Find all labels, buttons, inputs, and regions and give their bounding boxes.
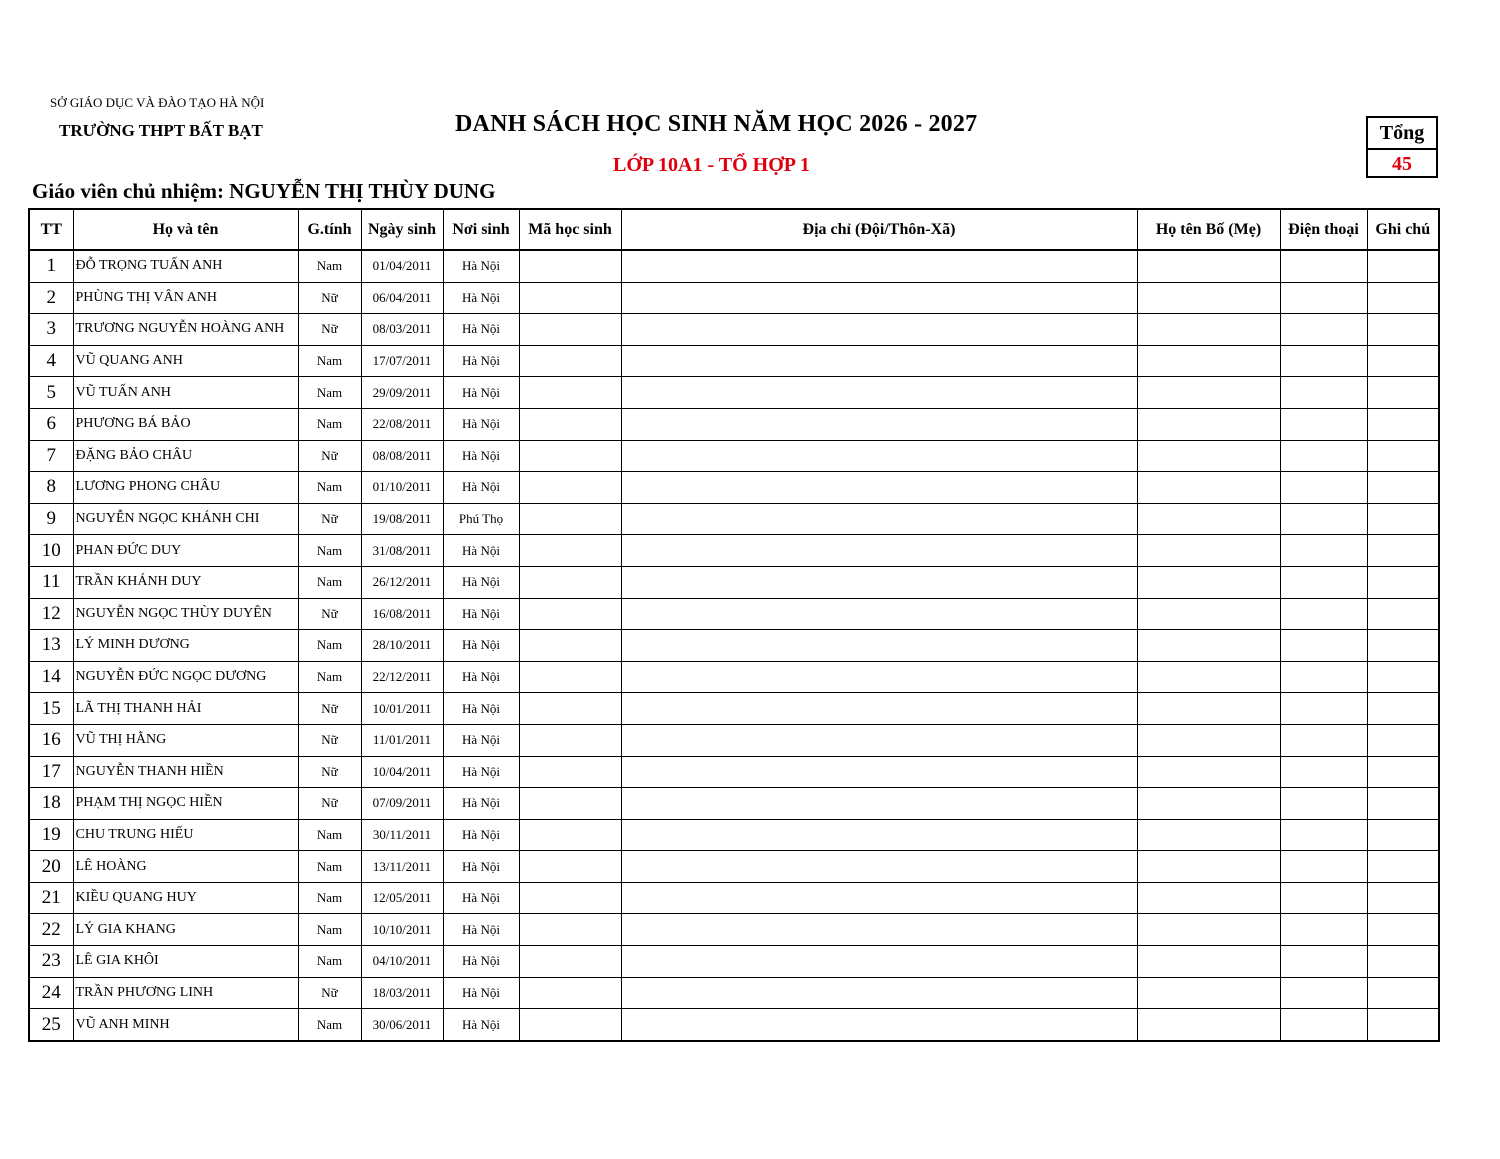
gender-cell: Nam: [298, 851, 361, 883]
parent-name-cell: [1137, 408, 1280, 440]
gender-cell: Nam: [298, 535, 361, 567]
table-row: [29, 503, 1439, 535]
student-name: PHÙNG THỊ VÂN ANH: [73, 282, 298, 314]
table-row: [29, 408, 1439, 440]
gender-cell: Nữ: [298, 756, 361, 788]
phone-cell: [1280, 377, 1367, 409]
table-row: [29, 914, 1439, 946]
table-row: [29, 819, 1439, 851]
birth-date-cell: 10/04/2011: [361, 756, 443, 788]
gender-cell: Nam: [298, 345, 361, 377]
gender-cell: Nam: [298, 914, 361, 946]
gender-cell: Nam: [298, 566, 361, 598]
row-number: 20: [29, 851, 73, 883]
phone-cell: [1280, 1009, 1367, 1041]
table-row: [29, 661, 1439, 693]
student-id-cell: [519, 946, 621, 978]
birth-date-cell: 18/03/2011: [361, 977, 443, 1009]
gender-cell: Nữ: [298, 503, 361, 535]
birth-date-cell: 28/10/2011: [361, 630, 443, 662]
total-label: Tổng: [1368, 118, 1436, 150]
note-cell: [1367, 977, 1439, 1009]
table-row: [29, 250, 1439, 282]
note-cell: [1367, 440, 1439, 472]
parent-name-cell: [1137, 946, 1280, 978]
table-row: [29, 345, 1439, 377]
birth-date-cell: 12/05/2011: [361, 882, 443, 914]
birth-date-cell: 16/08/2011: [361, 598, 443, 630]
row-number: 2: [29, 282, 73, 314]
gender-cell: Nữ: [298, 724, 361, 756]
table-row: [29, 977, 1439, 1009]
address-cell: [621, 1009, 1137, 1041]
note-cell: [1367, 661, 1439, 693]
table-row: [29, 598, 1439, 630]
note-cell: [1367, 819, 1439, 851]
birth-date-cell: 06/04/2011: [361, 282, 443, 314]
column-header: Điện thoại: [1280, 209, 1367, 250]
birth-date-cell: 01/10/2011: [361, 472, 443, 504]
gender-cell: Nữ: [298, 314, 361, 346]
student-table: [28, 208, 1440, 1042]
parent-name-cell: [1137, 851, 1280, 883]
note-cell: [1367, 630, 1439, 662]
phone-cell: [1280, 693, 1367, 725]
note-cell: [1367, 851, 1439, 883]
gender-cell: Nam: [298, 819, 361, 851]
student-id-cell: [519, 314, 621, 346]
table-row: [29, 788, 1439, 820]
row-number: 11: [29, 566, 73, 598]
student-name: PHAN ĐỨC DUY: [73, 535, 298, 567]
row-number: 18: [29, 788, 73, 820]
note-cell: [1367, 788, 1439, 820]
note-cell: [1367, 946, 1439, 978]
parent-name-cell: [1137, 566, 1280, 598]
birth-place-cell: Hà Nội: [443, 408, 519, 440]
parent-name-cell: [1137, 250, 1280, 282]
parent-name-cell: [1137, 756, 1280, 788]
birth-date-cell: 04/10/2011: [361, 946, 443, 978]
address-cell: [621, 724, 1137, 756]
address-cell: [621, 566, 1137, 598]
phone-cell: [1280, 503, 1367, 535]
parent-name-cell: [1137, 1009, 1280, 1041]
gender-cell: Nam: [298, 630, 361, 662]
row-number: 7: [29, 440, 73, 472]
birth-date-cell: 17/07/2011: [361, 345, 443, 377]
phone-cell: [1280, 472, 1367, 504]
table-row: [29, 630, 1439, 662]
row-number: 14: [29, 661, 73, 693]
column-header: G.tính: [298, 209, 361, 250]
row-number: 25: [29, 1009, 73, 1041]
birth-place-cell: Hà Nội: [443, 472, 519, 504]
student-id-cell: [519, 598, 621, 630]
note-cell: [1367, 472, 1439, 504]
parent-name-cell: [1137, 503, 1280, 535]
address-cell: [621, 693, 1137, 725]
student-name: TRƯƠNG NGUYỄN HOÀNG ANH: [73, 314, 298, 346]
column-header: TT: [29, 209, 73, 250]
student-name: TRẦN PHƯƠNG LINH: [73, 977, 298, 1009]
table-row: [29, 1009, 1439, 1041]
birth-place-cell: Hà Nội: [443, 819, 519, 851]
student-id-cell: [519, 1009, 621, 1041]
student-id-cell: [519, 345, 621, 377]
table-row: [29, 882, 1439, 914]
note-cell: [1367, 408, 1439, 440]
student-id-cell: [519, 503, 621, 535]
row-number: 19: [29, 819, 73, 851]
row-number: 5: [29, 377, 73, 409]
birth-place-cell: Hà Nội: [443, 661, 519, 693]
student-name: VŨ TUẤN ANH: [73, 377, 298, 409]
student-id-cell: [519, 882, 621, 914]
phone-cell: [1280, 408, 1367, 440]
birth-date-cell: 30/11/2011: [361, 819, 443, 851]
gender-cell: Nữ: [298, 693, 361, 725]
student-name: NGUYỄN NGỌC THÙY DUYÊN: [73, 598, 298, 630]
phone-cell: [1280, 819, 1367, 851]
student-id-cell: [519, 819, 621, 851]
school-name: TRƯỜNG THPT BẤT BẠT: [59, 121, 263, 140]
phone-cell: [1280, 756, 1367, 788]
column-header: Họ và tên: [73, 209, 298, 250]
row-number: 6: [29, 408, 73, 440]
student-name: LÊ GIA KHÔI: [73, 946, 298, 978]
birth-place-cell: Hà Nội: [443, 1009, 519, 1041]
note-cell: [1367, 693, 1439, 725]
birth-date-cell: 22/12/2011: [361, 661, 443, 693]
birth-place-cell: Hà Nội: [443, 440, 519, 472]
student-name: LÝ MINH DƯƠNG: [73, 630, 298, 662]
note-cell: [1367, 535, 1439, 567]
gender-cell: Nam: [298, 1009, 361, 1041]
address-cell: [621, 535, 1137, 567]
student-name: VŨ ANH MINH: [73, 1009, 298, 1041]
student-name: NGUYỄN ĐỨC NGỌC DƯƠNG: [73, 661, 298, 693]
gender-cell: Nữ: [298, 598, 361, 630]
student-id-cell: [519, 566, 621, 598]
column-header: Ghi chú: [1367, 209, 1439, 250]
student-id-cell: [519, 851, 621, 883]
gender-cell: Nam: [298, 377, 361, 409]
student-id-cell: [519, 630, 621, 662]
gender-cell: Nam: [298, 946, 361, 978]
birth-place-cell: Hà Nội: [443, 977, 519, 1009]
address-cell: [621, 788, 1137, 820]
column-header: Nơi sinh: [443, 209, 519, 250]
note-cell: [1367, 598, 1439, 630]
birth-date-cell: 29/09/2011: [361, 377, 443, 409]
address-cell: [621, 250, 1137, 282]
student-id-cell: [519, 250, 621, 282]
table-row: [29, 724, 1439, 756]
phone-cell: [1280, 566, 1367, 598]
birth-date-cell: 11/01/2011: [361, 724, 443, 756]
total-value: 45: [1392, 153, 1412, 175]
phone-cell: [1280, 345, 1367, 377]
gender-cell: Nam: [298, 661, 361, 693]
row-number: 21: [29, 882, 73, 914]
row-number: 4: [29, 345, 73, 377]
student-name: VŨ QUANG ANH: [73, 345, 298, 377]
birth-place-cell: Hà Nội: [443, 693, 519, 725]
phone-cell: [1280, 282, 1367, 314]
gender-cell: Nam: [298, 250, 361, 282]
note-cell: [1367, 882, 1439, 914]
birth-date-cell: 08/08/2011: [361, 440, 443, 472]
table-row: [29, 756, 1439, 788]
parent-name-cell: [1137, 282, 1280, 314]
table-row: [29, 314, 1439, 346]
phone-cell: [1280, 661, 1367, 693]
phone-cell: [1280, 977, 1367, 1009]
address-cell: [621, 630, 1137, 662]
student-id-cell: [519, 472, 621, 504]
phone-cell: [1280, 914, 1367, 946]
parent-name-cell: [1137, 914, 1280, 946]
birth-place-cell: Hà Nội: [443, 566, 519, 598]
row-number: 3: [29, 314, 73, 346]
parent-name-cell: [1137, 630, 1280, 662]
birth-date-cell: 26/12/2011: [361, 566, 443, 598]
student-name: LƯƠNG PHONG CHÂU: [73, 472, 298, 504]
student-id-cell: [519, 756, 621, 788]
student-id-cell: [519, 408, 621, 440]
student-name: CHU TRUNG HIẾU: [73, 819, 298, 851]
class-subtitle: LỚP 10A1 - TỔ HỢP 1: [613, 154, 810, 176]
note-cell: [1367, 724, 1439, 756]
parent-name-cell: [1137, 440, 1280, 472]
note-cell: [1367, 1009, 1439, 1041]
table-row: [29, 440, 1439, 472]
gender-cell: Nữ: [298, 440, 361, 472]
note-cell: [1367, 914, 1439, 946]
row-number: 17: [29, 756, 73, 788]
address-cell: [621, 977, 1137, 1009]
birth-place-cell: Hà Nội: [443, 630, 519, 662]
row-number: 8: [29, 472, 73, 504]
birth-date-cell: 10/01/2011: [361, 693, 443, 725]
student-id-cell: [519, 693, 621, 725]
parent-name-cell: [1137, 314, 1280, 346]
gender-cell: Nữ: [298, 977, 361, 1009]
parent-name-cell: [1137, 724, 1280, 756]
address-cell: [621, 946, 1137, 978]
birth-place-cell: Hà Nội: [443, 314, 519, 346]
student-id-cell: [519, 788, 621, 820]
parent-name-cell: [1137, 977, 1280, 1009]
gender-cell: Nam: [298, 882, 361, 914]
note-cell: [1367, 756, 1439, 788]
phone-cell: [1280, 882, 1367, 914]
address-cell: [621, 661, 1137, 693]
birth-date-cell: 31/08/2011: [361, 535, 443, 567]
row-number: 24: [29, 977, 73, 1009]
phone-cell: [1280, 598, 1367, 630]
phone-cell: [1280, 630, 1367, 662]
parent-name-cell: [1137, 472, 1280, 504]
birth-place-cell: Phú Thọ: [443, 503, 519, 535]
phone-cell: [1280, 724, 1367, 756]
table-row: [29, 282, 1439, 314]
gender-cell: Nữ: [298, 282, 361, 314]
note-cell: [1367, 503, 1439, 535]
birth-date-cell: 22/08/2011: [361, 408, 443, 440]
table-row: [29, 377, 1439, 409]
address-cell: [621, 503, 1137, 535]
address-cell: [621, 851, 1137, 883]
student-name: ĐỖ TRỌNG TUẤN ANH: [73, 250, 298, 282]
parent-name-cell: [1137, 377, 1280, 409]
parent-name-cell: [1137, 598, 1280, 630]
row-number: 15: [29, 693, 73, 725]
birth-place-cell: Hà Nội: [443, 914, 519, 946]
birth-place-cell: Hà Nội: [443, 946, 519, 978]
birth-place-cell: Hà Nội: [443, 851, 519, 883]
phone-cell: [1280, 314, 1367, 346]
table-row: [29, 566, 1439, 598]
student-name: NGUYỄN THANH HIỀN: [73, 756, 298, 788]
gender-cell: Nữ: [298, 788, 361, 820]
row-number: 12: [29, 598, 73, 630]
student-name: PHƯƠNG BÁ BẢO: [73, 408, 298, 440]
address-cell: [621, 282, 1137, 314]
note-cell: [1367, 314, 1439, 346]
parent-name-cell: [1137, 819, 1280, 851]
address-cell: [621, 756, 1137, 788]
column-header: Họ tên Bố (Mẹ): [1137, 209, 1280, 250]
column-header: Mã học sinh: [519, 209, 621, 250]
birth-place-cell: Hà Nội: [443, 598, 519, 630]
student-name: LÃ THỊ THANH HẢI: [73, 693, 298, 725]
note-cell: [1367, 566, 1439, 598]
note-cell: [1367, 377, 1439, 409]
table-row: [29, 851, 1439, 883]
note-cell: [1367, 282, 1439, 314]
page-title: DANH SÁCH HỌC SINH NĂM HỌC 2026 - 2027: [455, 111, 978, 137]
table-row: [29, 472, 1439, 504]
student-name: KIỀU QUANG HUY: [73, 882, 298, 914]
parent-name-cell: [1137, 661, 1280, 693]
table-row: [29, 946, 1439, 978]
phone-cell: [1280, 440, 1367, 472]
student-name: PHẠM THỊ NGỌC HIỀN: [73, 788, 298, 820]
address-cell: [621, 440, 1137, 472]
gender-cell: Nam: [298, 408, 361, 440]
address-cell: [621, 819, 1137, 851]
table-row: [29, 693, 1439, 725]
address-cell: [621, 408, 1137, 440]
student-id-cell: [519, 440, 621, 472]
birth-date-cell: 13/11/2011: [361, 851, 443, 883]
birth-place-cell: Hà Nội: [443, 282, 519, 314]
address-cell: [621, 598, 1137, 630]
student-id-cell: [519, 914, 621, 946]
row-number: 22: [29, 914, 73, 946]
student-name: TRẦN KHÁNH DUY: [73, 566, 298, 598]
birth-date-cell: 01/04/2011: [361, 250, 443, 282]
phone-cell: [1280, 250, 1367, 282]
note-cell: [1367, 345, 1439, 377]
birth-date-cell: 08/03/2011: [361, 314, 443, 346]
parent-name-cell: [1137, 693, 1280, 725]
birth-place-cell: Hà Nội: [443, 535, 519, 567]
student-name: LÊ HOÀNG: [73, 851, 298, 883]
row-number: 1: [29, 250, 73, 282]
row-number: 9: [29, 503, 73, 535]
birth-place-cell: Hà Nội: [443, 724, 519, 756]
birth-place-cell: Hà Nội: [443, 756, 519, 788]
parent-name-cell: [1137, 535, 1280, 567]
phone-cell: [1280, 851, 1367, 883]
column-header: Địa chỉ (Đội/Thôn-Xã): [621, 209, 1137, 250]
student-id-cell: [519, 661, 621, 693]
department-name: SỞ GIÁO DỤC VÀ ĐÀO TẠO HÀ NỘI: [50, 95, 265, 110]
column-header: Ngày sinh: [361, 209, 443, 250]
phone-cell: [1280, 788, 1367, 820]
row-number: 16: [29, 724, 73, 756]
row-number: 10: [29, 535, 73, 567]
birth-place-cell: Hà Nội: [443, 250, 519, 282]
row-number: 23: [29, 946, 73, 978]
student-id-cell: [519, 282, 621, 314]
birth-place-cell: Hà Nội: [443, 377, 519, 409]
student-id-cell: [519, 377, 621, 409]
total-box: [1366, 116, 1438, 178]
student-name: NGUYỄN NGỌC KHÁNH CHI: [73, 503, 298, 535]
note-cell: [1367, 250, 1439, 282]
birth-date-cell: 30/06/2011: [361, 1009, 443, 1041]
birth-place-cell: Hà Nội: [443, 345, 519, 377]
table-header-row: [29, 209, 1439, 250]
birth-place-cell: Hà Nội: [443, 788, 519, 820]
student-name: VŨ THỊ HẰNG: [73, 724, 298, 756]
student-name: ĐẶNG BẢO CHÂU: [73, 440, 298, 472]
birth-place-cell: Hà Nội: [443, 882, 519, 914]
student-name: LÝ GIA KHANG: [73, 914, 298, 946]
address-cell: [621, 882, 1137, 914]
birth-date-cell: 07/09/2011: [361, 788, 443, 820]
phone-cell: [1280, 535, 1367, 567]
parent-name-cell: [1137, 345, 1280, 377]
student-id-cell: [519, 977, 621, 1009]
student-id-cell: [519, 724, 621, 756]
homeroom-teacher: Giáo viên chủ nhiệm: NGUYỄN THỊ THÙY DUNG: [32, 179, 496, 203]
phone-cell: [1280, 946, 1367, 978]
student-id-cell: [519, 535, 621, 567]
address-cell: [621, 377, 1137, 409]
table-row: [29, 535, 1439, 567]
parent-name-cell: [1137, 882, 1280, 914]
address-cell: [621, 314, 1137, 346]
table-body: [29, 250, 1439, 1041]
row-number: 13: [29, 630, 73, 662]
birth-date-cell: 10/10/2011: [361, 914, 443, 946]
birth-date-cell: 19/08/2011: [361, 503, 443, 535]
address-cell: [621, 345, 1137, 377]
address-cell: [621, 914, 1137, 946]
gender-cell: Nam: [298, 472, 361, 504]
address-cell: [621, 472, 1137, 504]
parent-name-cell: [1137, 788, 1280, 820]
